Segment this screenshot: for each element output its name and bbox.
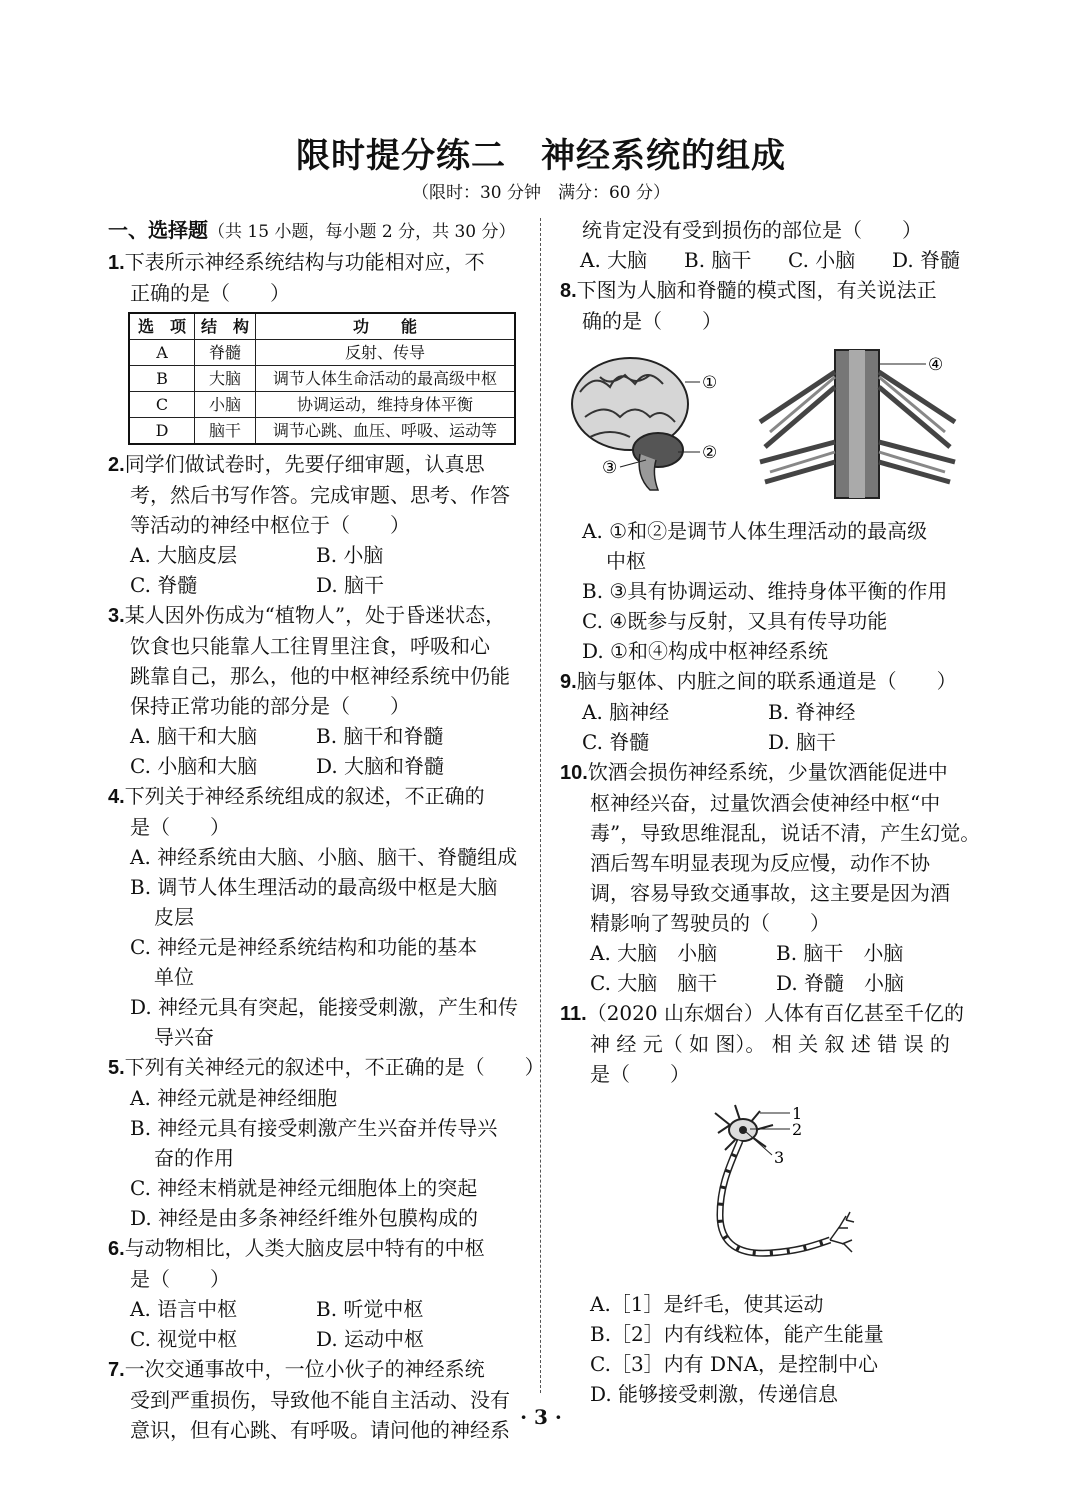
label-2: 2: [792, 1120, 803, 1139]
page-subtitle: （限时：30 分钟 满分：60 分）: [411, 183, 671, 203]
question-5: 5.下列有关神经元的叙述中，不正确的是（ ） A. 神经元就是神经细胞 B. 神经元具有接受刺激产生兴奋并传导兴 奋的作用 C. 神经末梢就是神经元细胞体上的突起 D. 神经是由多条神经纤维外包膜构成的: [108, 1055, 545, 1230]
question-7-continued: 统肯定没有受到损伤的部位是（ ） A. 大脑 B. 脑干 C. 小脑 D. 脊髓: [580, 218, 961, 272]
label-2: ②: [702, 443, 718, 463]
right-column: [560, 215, 981, 1409]
neuron-figure: [560, 1095, 970, 1275]
section-heading: 一、选择题（共 15 小题，每小题 2 分，共 30 分）: [108, 218, 516, 242]
question-6: 6.与动物相比，人类大脑皮层中特有的中枢 是（ ） A. 语言中枢 B. 听觉中枢 C. 视觉中枢 D. 运动中枢: [108, 1236, 485, 1351]
page-number: · 3 ·: [520, 1405, 562, 1429]
question-8: 8.下图为人脑和脊髓的模式图，有关说法正 确的是（ ） ① ② ③ ④ A. ①和②是调节人体生理活动的最高级 中枢 B. ③具有协调运动、维持身体平衡的作用 C. ④既参与反射，又具有传导功能 D. ①和④构成中枢神经系统: [560, 275, 970, 666]
question-9: 9.脑与躯体、内脏之间的联系通道是（ ） A. 脑神经 B. 脊神经 C. 脊髓 D. 脑干: [560, 669, 957, 754]
q1-table: 选 项 结 构 功 能 A 脊髓 反射、传导 B 大脑 调节人体生命活动的最高级中枢 C 小脑 协调运动，维持身体平衡 D 脑干 调节心跳、血压、呼吸、运动等: [128, 312, 516, 445]
question-11: 11.（2020 山东烟台）人体有百亿甚至千亿的 神 经 元（ 如 图）。 相 关 叙 述 错 误 的 是（ ） 1 2 3 A.［1］是纤毛，使其运动 B.［2］内有线粒体，能产生能量 C.［3］内有 DNA，是控制中心 D. 能够接受刺激，传递信息: [560, 998, 970, 1409]
question-10: 10.饮酒会损伤神经系统，少量饮酒能促进中 枢神经兴奋，过量饮酒会使神经中枢“中 毒”，导致思维混乱，说话不清，产生幻觉。 酒后驾车明显表现为反应慢，动作不协 调，容易导致交通事故，这主要是因为酒 精影响了驾驶员的（ ） A. 大脑 小脑 B. 脑干 小脑 C. 大脑 脑干 D. 脊髓 小脑: [560, 760, 981, 995]
label-4: ④: [928, 355, 944, 375]
label-3: ③: [602, 458, 618, 478]
brain-spinal-cord-figure: [560, 342, 970, 502]
label-1: 1: [792, 1104, 803, 1123]
left-column: [108, 215, 545, 1445]
question-2: 2.同学们做试卷时，先要仔细审题，认真思 考，然后书写作答。完成审题、思考、作答 等活动的神经中枢位于（ ） A. 大脑皮层 B. 小脑 C. 脊髓 D. 脑干: [108, 452, 510, 597]
spinal-cord-illustration: [760, 350, 955, 498]
question-3: 3.某人因外伤成为“植物人”，处于昏迷状态， 饮食也只能靠人工往胃里注食，呼吸和心 跳靠自己，那么，他的中枢神经系统中仍能 保持正常功能的部分是（ ） A. 脑干和大脑 B. 脑干和脊髓 C. 小脑和大脑 D. 大脑和脊髓: [108, 603, 510, 778]
question-7: 7.一次交通事故中，一位小伙子的神经系统 受到严重损伤，导致他不能自主活动、没有 意识，但有心跳、有呼吸。请问他的神经系: [108, 1357, 510, 1442]
question-4: 4.下列关于神经系统组成的叙述，不正确的 是（ ） A. 神经系统由大脑、小脑、脑干、脊髓组成 B. 调节人体生理活动的最高级中枢是大脑 皮层 C. 神经元是神经系统结构和功能的基本 单位 D. 神经元具有突起，能接受刺激，产生和传 导兴奋: [108, 784, 519, 1049]
question-1: 1.下表所示神经系统结构与功能相对应，不 正确的是（ ） 选 项 结 构 功 能 A 脊髓 反射、传导 B 大脑 调节人体生命活动的最高级中枢 C 小脑 协调运动，维持身体平衡 D 脑干 调节心跳、血压、呼吸、运动等: [108, 247, 523, 445]
label-1: ①: [702, 373, 718, 393]
label-3: 3: [774, 1148, 785, 1167]
neuron-illustration: [715, 1105, 854, 1253]
brain-illustration: [572, 358, 688, 490]
page-title: 限时提分练二 神经系统的组成: [296, 136, 786, 176]
column-divider: [540, 218, 541, 1393]
